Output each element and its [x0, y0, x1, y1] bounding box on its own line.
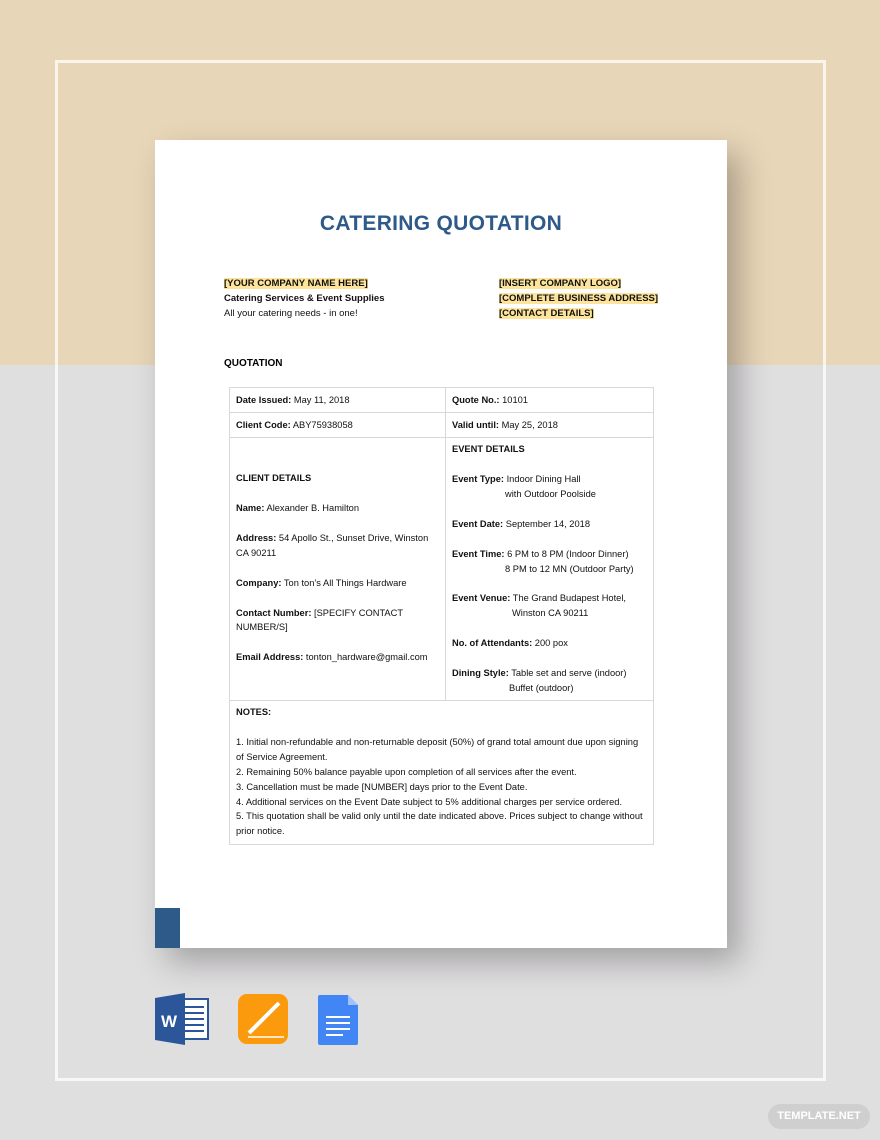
label: Name: [236, 502, 265, 513]
client-company: Ton ton’s All Things Hardware [281, 577, 407, 588]
document-title: CATERING QUOTATION [319, 212, 563, 235]
note: 5. This quotation shall be valid only until the date indicated above. Prices subject to change without prior notice. [236, 811, 643, 837]
label: Event Date: [452, 518, 504, 529]
notes-heading: NOTES: [236, 706, 272, 717]
label: Event Venue: [452, 593, 511, 604]
client-email: tonton_hardware@gmail.com [303, 652, 428, 663]
note: 2. Remaining 50% balance payable upon completion of all services after the event. [236, 766, 577, 777]
event-type: Indoor Dining Hall [504, 473, 581, 484]
company-name: [YOUR COMPANY NAME HERE] [224, 278, 368, 289]
label: Valid until: [452, 419, 500, 430]
logo-placeholder: [INSERT COMPANY LOGO] [499, 278, 622, 289]
company-slogan: All your catering needs - in one! [224, 308, 358, 319]
event-venue: The Grand Budapest Hotel, [510, 593, 626, 604]
quote-no: 10101 [499, 394, 528, 405]
event-details [446, 438, 654, 701]
label: Email Address: [236, 652, 304, 663]
event-type-2: with Outdoor Poolside [505, 488, 596, 499]
dining-style-2: Buffet (outdoor) [509, 683, 574, 694]
google-docs-icon[interactable] [318, 995, 358, 1045]
client-code: ABY75938058 [290, 419, 353, 430]
note: 1. Initial non-refundable and non-returnable deposit (50%) of grand total amount due upon signing of Service Agreement. [236, 736, 639, 762]
label: Event Type: [452, 473, 505, 484]
event-time-2: 8 PM to 12 MN (Outdoor Party) [505, 563, 634, 574]
event-time: 6 PM to 8 PM (Indoor Dinner) [504, 548, 629, 559]
event-date: September 14, 2018 [503, 518, 590, 529]
label: Company: [236, 577, 282, 588]
section-heading: QUOTATION [224, 358, 283, 369]
label: Dining Style: [452, 668, 509, 679]
word-icon[interactable] [155, 993, 208, 1045]
company-info [224, 276, 385, 321]
client-name: Alexander B. Hamilton [264, 502, 359, 513]
label: Client Code: [236, 419, 291, 430]
event-venue-2: Winston CA 90211 [512, 608, 589, 619]
label: Date Issued: [236, 394, 292, 405]
contact-placeholder: [CONTACT DETAILS] [499, 308, 594, 319]
note: 3. Cancellation must be made [NUMBER] days prior to the Event Date. [236, 781, 528, 792]
document-page [155, 140, 727, 948]
client-address: 54 Apollo St., Sunset Drive, Winston CA 90211 [236, 532, 429, 558]
pages-icon[interactable] [238, 994, 288, 1044]
date-issued: May 11, 2018 [291, 394, 350, 405]
client-details [230, 438, 446, 701]
note: 4. Additional services on the Event Date subject to 5% additional charges per service ordered. [236, 796, 623, 807]
quotation-table [229, 387, 654, 845]
notes [230, 700, 654, 844]
app-icons [155, 993, 375, 1052]
blue-tab-accent [155, 908, 180, 948]
address-placeholder: [COMPLETE BUSINESS ADDRESS] [499, 293, 659, 304]
client-heading: CLIENT DETAILS [236, 473, 312, 483]
template-net-badge[interactable]: TEMPLATE.NET [768, 1104, 870, 1129]
valid-until: May 25, 2018 [499, 419, 558, 430]
svg-text:W: W [160, 1012, 178, 1031]
label: Event Time: [452, 548, 505, 559]
client-contact: [SPECIFY CONTACT NUMBER/S] [236, 607, 403, 633]
event-heading: EVENT DETAILS [452, 444, 525, 454]
label: Address: [236, 532, 277, 543]
company-contact [499, 276, 658, 321]
dining-style: Table set and serve (indoor) [508, 668, 627, 679]
attendants: 200 pox [532, 638, 568, 649]
company-tagline: Catering Services & Event Supplies [224, 293, 385, 304]
label: No. of Attendants: [452, 638, 533, 649]
label: Quote No.: [452, 394, 500, 405]
label: Contact Number: [236, 607, 312, 618]
